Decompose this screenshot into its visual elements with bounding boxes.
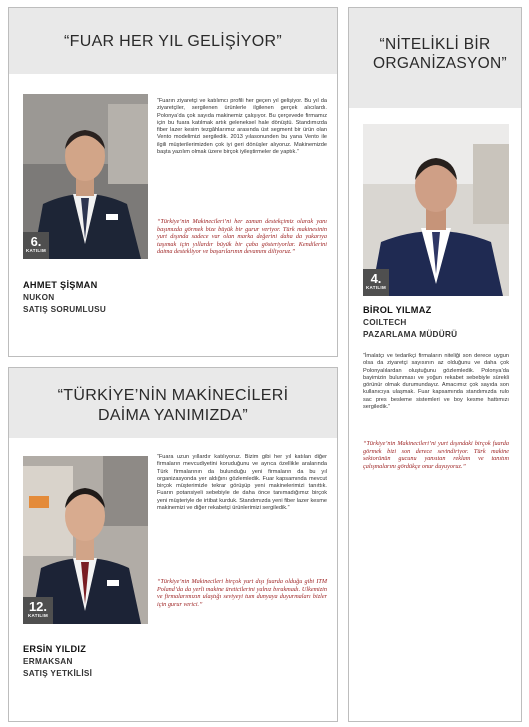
pull-quote: “Türkiye’nin Makinecileri birçok yurt dışı fuarda olduğu gibi ITM Poland’da da yerli makine üreticilerini yalnız bırakmadı. Ulkemizin ve firmalarımızın ulaştığı seviyeyi tum dunyaya duyurmaları bizler için gurur verici.” — [157, 578, 327, 608]
panel-title-line-1: “TÜRKİYE’NİN MAKİNECİLERİ — [57, 387, 289, 404]
badge-number: 12. — [28, 599, 48, 614]
participation-badge — [23, 597, 53, 624]
job-title: SATIŞ YETKİLİSİ — [23, 669, 93, 678]
participation-badge — [23, 232, 49, 259]
person-name: AHMET ŞİŞMAN — [23, 280, 98, 290]
company-name: ERMAKSAN — [23, 657, 73, 666]
person-name: BİROL YILMAZ — [363, 305, 432, 315]
panel-header — [9, 8, 337, 74]
person-name: ERSİN YILDIZ — [23, 644, 87, 654]
badge-label: KATILIM — [27, 613, 48, 618]
panel-header — [349, 8, 521, 108]
badge-number: 4. — [370, 271, 382, 286]
interview-panel-nukon — [8, 7, 338, 357]
interview-panel-ermaksan — [8, 367, 338, 722]
badge-label: KATILIM — [25, 248, 46, 253]
portrait-photo — [23, 456, 148, 624]
interview-text: “Fuara uzun yıllardır katılıyoruz. Bizim gibi her yıl katılan diğer firmaların mevcudiyetini koruduğunu ve ayrıca özellikle aralarında Türk firmalarının da bulunduğu yeni firmaların da bu yıl organizasyonda yer aldığını gözlemledik. Fuar kapsamında mevcut birçok müşterimizle tekrar görüşüp yeni makinelerimizi tanıttık. Fuarın potansiyeli sebebiyle de daha önce tanımadığımız birçok yeni müşteriyle de irtibat kurduk. Standımızda yeni fiber lazer kesme makinemizi ve diğer rekabetçi ürünlerimizi sergiledik.” — [157, 454, 327, 512]
panel-title: “FUAR HER YIL GELİŞİYOR” — [64, 33, 282, 50]
badge-number: 6. — [30, 234, 42, 249]
pull-quote: “Türkiye’nin Makinecileri’ni her zaman destekçimiz olarak yanı başımızda görmek bize büyük bir gurur veriyor. Türk makinesinin yurt dışında sadece var olan marka değerini daha da yukarıya taşımak için yıllardır büyük bir çaba gösteriyorlar. Kendilerini daima destekliyor ve başarılarının devamını diliyoruz.” — [157, 218, 327, 256]
job-title: SATIŞ SORUMLUSU — [23, 305, 107, 314]
participation-badge — [363, 269, 389, 296]
interview-text: “İmalatçı ve tedarikçi firmaların niteliği son derece uygun olsa da ziyaretçi sayısının az olduğunu ve daha çok Polonyalılardan oluştuğunu gözlemledik. Polonya’da bayimizin bulunması ve yoğun rekabet sebebiyle sürekli görünür olmak durumundayız. Amacımız çok sayıda son kullanıcıya ulaşmak. Fuar kapsamında standımızda rulo sac pres besleme sistemleri ve boy kesme hattımızı sergiledik.” — [363, 353, 509, 411]
portrait-photo — [363, 124, 509, 296]
badge-label: KATILIM — [365, 285, 386, 290]
portrait-photo — [23, 94, 148, 259]
interview-text: “Fuarın ziyaretçi ve katılımcı profili her geçen yıl gelişiyor. Bu yıl da ziyaretçiler, sergilenen ürünlerle ilgilenen gerçek alıcılardı. Polonya’da çok sayıda makinemiz çalışıyor. Bu çerçevede firmamız için bu fuara katılmak artık geleneksel hale dönüştü. Standımızda fiber lazer kesim tezgâhlarımız arasında üst segment bir ürün olan Vento modelimizi sergiledik. 2013 yılasonunden bu yana Vento ile ilgili müşterilerimizden çok iyi geri dönüşler alıyoruz. Makinemizde başta yazılım olmak üzere birçok iyileştirmeler de yaptık.” — [157, 98, 327, 156]
interview-panel-coiltech — [348, 7, 522, 722]
company-name: NUKON — [23, 293, 55, 302]
panel-header — [9, 368, 337, 438]
pull-quote: “Türkiye’nin Makinecileri’ni yurt dışındaki birçok fuarda görmek bizi son derece sevindiriyor. Türk makine sektorünün gucunu yansıtan reklam ve tanıtım çalışmalarını gördükçe onur duyuyoruz.” — [363, 440, 509, 470]
job-title: PAZARLAMA MÜDÜRÜ — [363, 330, 458, 339]
panel-title-line-2: DAİMA YANIMIZDA” — [97, 407, 248, 424]
company-name: COILTECH — [363, 318, 407, 327]
panel-title: “NİTELİKLİ BİR ORGANİZASYON” — [373, 36, 507, 72]
